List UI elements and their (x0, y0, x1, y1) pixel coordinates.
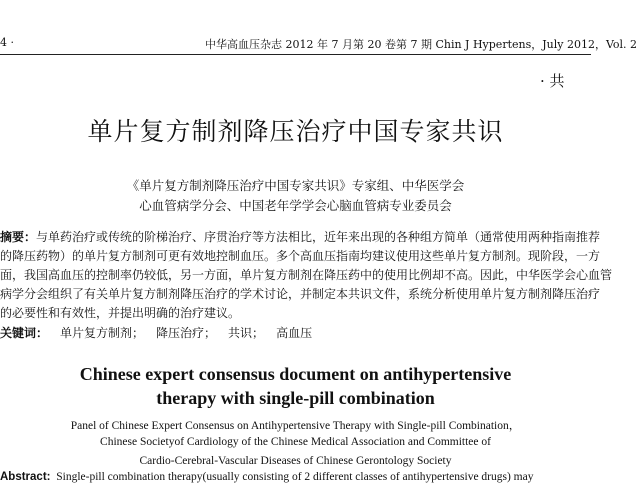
keyword: 高血压 (276, 326, 313, 340)
header-divider (0, 54, 591, 55)
abstract-cn-label: 摘要： (0, 230, 37, 244)
running-header (0, 34, 637, 56)
abstract-cn-line-5: 的必要性和有效性，并提出明确的治疗建议。 (0, 306, 241, 320)
abstract-cn-line-4: 病学分会组织了有关单片复方制剂降压治疗的学术讨论，并制定本共识文件，系统分析使用单片复方制剂降压治疗 (0, 287, 601, 301)
journal-citation: 中华高血压杂志 2012 年 7 月第 20 卷第 7 期 Chin J Hypertens，July 2012，Vol. 2 (205, 38, 637, 51)
abstract-cn-line-1: 摘要：与单药治疗或传统的阶梯治疗、序贯治疗等方法相比，近年来出现的各种组方简单（通常使用两种指南推荐 (0, 230, 601, 244)
abstract-en-label: Abstract: (0, 471, 51, 483)
abstract-cn-line-3: 面，我国高血压的控制率仍较低，另一方面，单片复方制剂在降压药中的使用比例却不高。因此，中华医学会心血管 (0, 268, 613, 282)
keywords-label: 关键词： (0, 326, 49, 340)
panel-en-line-3: Cardio-Cerebral-Vascular Diseases of Chinese Gerontology Society (139, 455, 452, 467)
page-marker: 4 · (0, 36, 14, 49)
panel-en-line-2: Chinese Societyof Cardiology of the Chinese Medical Association and Committee of (100, 436, 491, 448)
keyword: 单片复方制剂； (60, 326, 145, 340)
authors-cn-line-2: 心血管病学分会、中国老年学学会心脑血管病专业委员会 (139, 198, 452, 213)
article-title-en-line-2: therapy with single-pill combination (156, 388, 435, 408)
keywords-cn (0, 324, 312, 341)
keyword: 共识； (228, 326, 265, 340)
abstract-en (0, 471, 533, 483)
article-title-en-line-1: Chinese expert consensus document on antihypertensive (79, 364, 512, 384)
panel-en-line-1: Panel of Chinese Expert Consensus on Antihypertensive Therapy with Single-pill Combination， (70, 420, 521, 432)
authors-cn-line-1: 《单片复方制剂降压治疗中国专家共识》专家组、中华医学会 (126, 178, 465, 193)
abstract-cn-line-2: 的降压药物）的单片复方制剂可更有效地控制血压。多个高血压指南均建议使用这些单片复方制剂。现阶段，一方 (0, 249, 601, 263)
section-mark: · 共 (540, 72, 565, 90)
article-title-cn: 单片复方制剂降压治疗中国专家共识 (87, 117, 504, 146)
abstract-en-text: Single-pill combination therapy(usually consisting of 2 different classes of antihypertensive drugs) may (56, 471, 534, 483)
keyword: 降压治疗； (156, 326, 217, 340)
